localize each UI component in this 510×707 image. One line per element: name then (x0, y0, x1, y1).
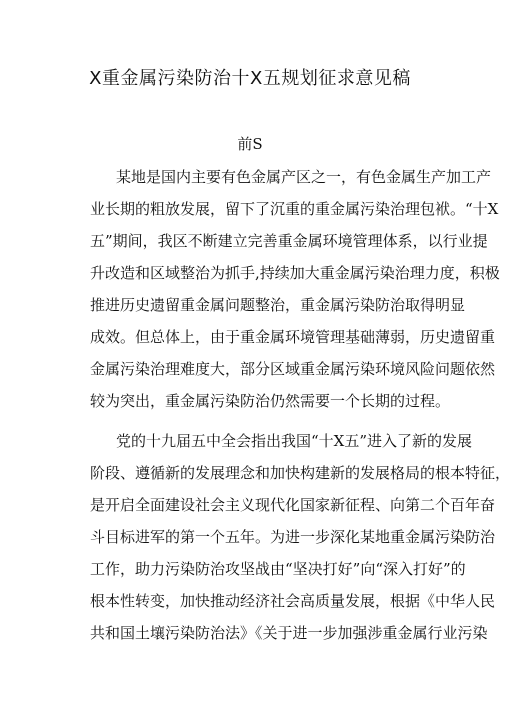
paragraph-2-line: 共和国土壤污染防治法》《关于进一步加强涉重金属行业污染 (90, 624, 488, 642)
paragraph-1-line: 升改造和区域整治为抓手,持续加大重金属污染治理力度，积极 (90, 264, 500, 282)
paragraph-2-line: 党的十九届五中全会指出我国“十X五”进入了新的发展 (116, 432, 473, 450)
paragraph-1-line: 金属污染治理难度大，部分区域重金属污染环境风险问题依然 (90, 360, 496, 378)
paragraph-2-line: 阶段、遵循新的发展理念和加快构建新的发展格局的根本特征， (90, 464, 510, 482)
paragraph-1-line: 五”期间，我区不断建立完善重金属环境管理体系，以行业提 (90, 232, 488, 250)
paragraph-2-line: 工作，助力污染防治攻坚战由“坚决打好”向“深入打好”的 (90, 560, 466, 578)
paragraph-1-line: 某地是国内主要有色金属产区之一，有色金属生产加工产 (116, 168, 492, 186)
paragraph-2-line: 斗目标进军的第一个五年。为进一步深化某地重金属污染防治 (90, 528, 496, 546)
document-title: X重金属污染防治十X五规划征求意见稿 (89, 68, 411, 89)
paragraph-1-line: 较为突出，重金属污染防治仍然需要一个长期的过程。 (90, 392, 451, 410)
paragraph-1-line: 推进历史遗留重金属问题整治，重金属污染防治取得明显 (90, 296, 466, 314)
paragraph-2-line: 是开启全面建设社会主义现代化国家新征程、向第二个百年奋 (90, 496, 496, 514)
paragraph-1-line: 业长期的粗放发展，留下了沉重的重金属污染治理包袱。“十X (90, 200, 499, 218)
paragraph-1-line: 成效。但总体上，由于重金属环境管理基础薄弱，历史遗留重 (90, 328, 496, 346)
section-heading: 前S (237, 135, 263, 153)
paragraph-2-line: 根本性转变，加快推动经济社会高质量发展，根据《中华人民 (90, 592, 496, 610)
